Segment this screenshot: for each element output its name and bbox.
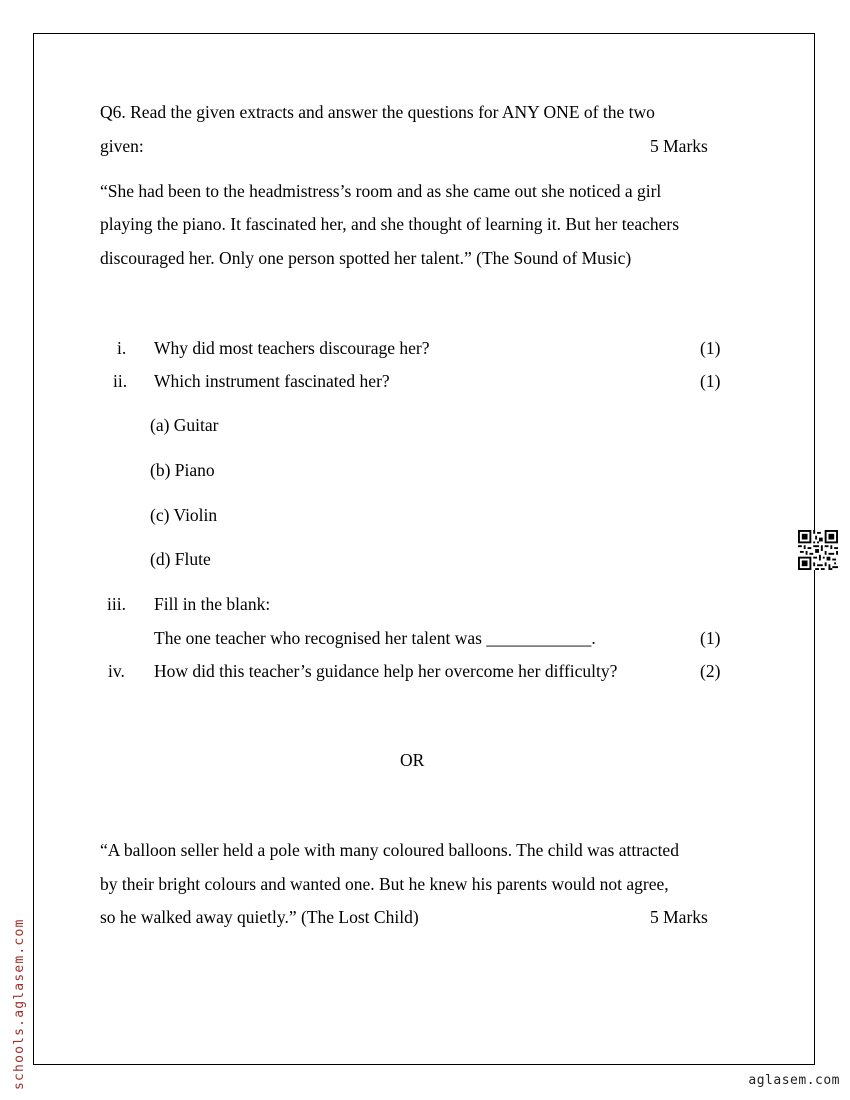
fill-in-blank-text: The one teacher who recognised her talent was ____________.	[154, 628, 596, 648]
option-item: (b) Piano	[150, 460, 215, 480]
extract2-line: “A balloon seller held a pole with many coloured balloons. The child was attracted	[100, 840, 679, 860]
subquestion-number: ii.	[113, 371, 128, 391]
footer-watermark: aglasem.com	[748, 1073, 840, 1088]
extract1-line: “She had been to the headmistress’s room and as she came out she noticed a girl	[100, 181, 662, 201]
subquestion-marks: (1)	[700, 628, 721, 648]
extract2-marks: 5 Marks	[650, 907, 708, 927]
question-heading-continued: given:	[100, 136, 144, 156]
extract2-line: so he walked away quietly.” (The Lost Child)	[100, 907, 419, 927]
question-marks: 5 Marks	[650, 136, 708, 156]
subquestion-marks: (1)	[700, 338, 721, 358]
subquestion-text: Which instrument fascinated her?	[154, 371, 390, 391]
subquestion-text: Fill in the blank:	[154, 594, 271, 614]
option-item: (c) Violin	[150, 505, 218, 525]
subquestion-marks: (1)	[700, 371, 721, 391]
extract1-line: playing the piano. It fascinated her, and she thought of learning it. But her teachers	[100, 214, 680, 234]
or-separator: OR	[400, 750, 425, 770]
question-heading: Q6. Read the given extracts and answer the questions for ANY ONE of the two	[100, 102, 655, 122]
qr-code-icon	[798, 530, 838, 570]
subquestion-number: iii.	[107, 594, 126, 614]
subquestion-text: Why did most teachers discourage her?	[154, 338, 430, 358]
subquestion-number: iv.	[108, 661, 125, 681]
extract1-line: discouraged her. Only one person spotted her talent.” (The Sound of Music)	[100, 248, 632, 268]
subquestion-number: i.	[117, 338, 127, 358]
side-watermark: schools.aglasem.com	[12, 918, 27, 1090]
subquestion-marks: (2)	[700, 661, 721, 681]
option-item: (a) Guitar	[150, 415, 219, 435]
subquestion-text: How did this teacher’s guidance help her overcome her difficulty?	[154, 661, 618, 681]
option-item: (d) Flute	[150, 549, 211, 569]
extract2-line: by their bright colours and wanted one. But he knew his parents would not agree,	[100, 874, 669, 894]
